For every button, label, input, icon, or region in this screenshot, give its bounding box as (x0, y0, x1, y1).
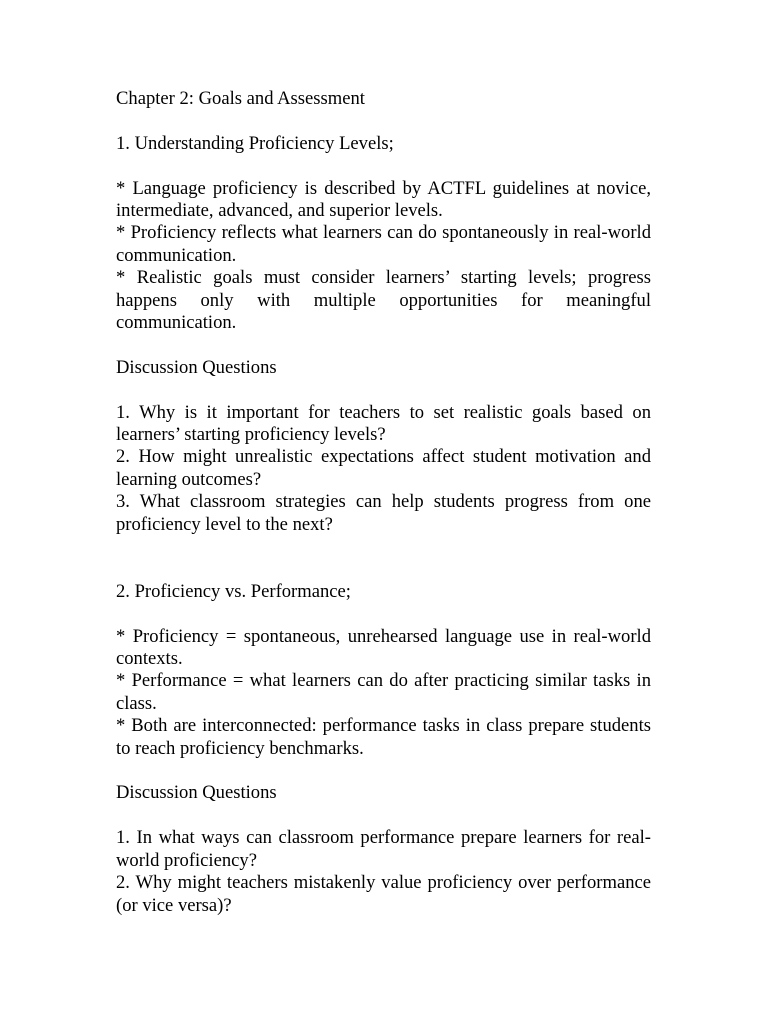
bullet-1-2: * Proficiency reflects what learners can do spontaneously in real-world communication. (116, 222, 651, 266)
bullet-2-2: * Performance = what learners can do after practicing similar tasks in class. (116, 670, 651, 714)
question-1-1: 1. Why is it important for teachers to set realistic goals based on learners’ starting proficiency levels? (116, 401, 651, 446)
discussion-title-2: Discussion Questions (116, 782, 277, 804)
question-1-2: 2. How might unrealistic expectations affect student motivation and learning outcomes? (116, 446, 651, 490)
bullet-2-1: * Proficiency = spontaneous, unrehearsed language use in real-world contexts. (116, 625, 651, 670)
document-page (116, 88, 651, 917)
question-1-3: 3. What classroom strategies can help students progress from one proficiency level to the next? (116, 491, 651, 535)
bullet-1-3: * Realistic goals must consider learners’ starting levels; progress happens only with multiple opportunities for meaningful communication. (116, 267, 651, 334)
chapter-title: Chapter 2: Goals and Assessment (116, 88, 365, 109)
section-heading-1: 1. Understanding Proficiency Levels; (116, 132, 394, 154)
bullet-1-1: * Language proficiency is described by ACTFL guidelines at novice, intermediate, advanced, and superior levels. (116, 177, 651, 221)
bullet-2-3: * Both are interconnected: performance tasks in class prepare students to reach proficiency benchmarks. (116, 715, 651, 759)
question-2-2: 2. Why might teachers mistakenly value proficiency over performance (or vice versa)? (116, 872, 651, 916)
question-2-1: 1. In what ways can classroom performance prepare learners for real-world proficiency? (116, 827, 651, 871)
section-heading-2: 2. Proficiency vs. Performance; (116, 580, 351, 602)
discussion-title-1: Discussion Questions (116, 356, 277, 378)
